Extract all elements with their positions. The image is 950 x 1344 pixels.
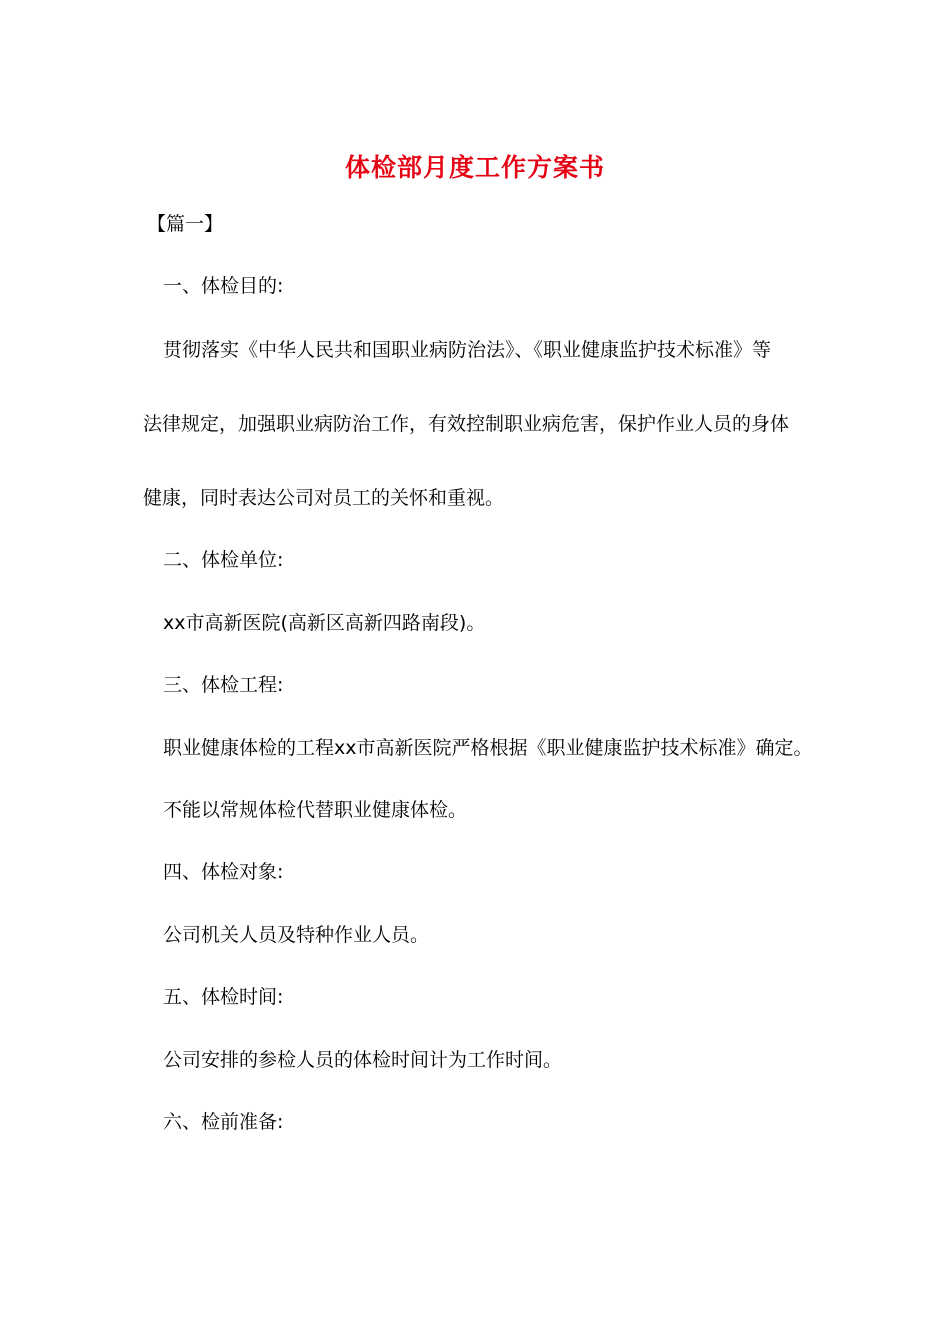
paragraph-purpose-line-3: 健康，同时表达公司对员工的关怀和重视。 (143, 487, 505, 509)
paragraph-items-line-2: 不能以常规体检代替职业健康体检。 (163, 799, 468, 821)
heading-items: 三、体检工程: (163, 674, 284, 696)
paragraph-subjects: 公司机关人员及特种作业人员。 (163, 924, 430, 946)
paragraph-purpose-line-2: 法律规定，加强职业病防治工作，有效控制职业病危害，保护作业人员的身体 (143, 413, 790, 435)
heading-purpose: 一、体检目的: (163, 275, 284, 297)
section-label-part-one: 【篇一】 (147, 213, 224, 235)
paragraph-purpose-line-1: 贯彻落实《中华人民共和国职业病防治法》、《职业健康监护技术标准》等 (163, 339, 772, 361)
document-title: 体检部月度工作方案书 (344, 153, 605, 182)
heading-preparation: 六、检前准备: (163, 1111, 284, 1133)
paragraph-items-line-1: 职业健康体检的工程xx市高新医院严格根据《职业健康监护技术标准》确定。 (163, 737, 813, 759)
heading-unit: 二、体检单位: (163, 549, 284, 571)
paragraph-time: 公司安排的参检人员的体检时间计为工作时间。 (163, 1049, 563, 1071)
heading-subjects: 四、体检对象: (163, 861, 284, 883)
paragraph-unit: xx市高新医院(高新区高新四路南段)。 (163, 612, 486, 634)
heading-time: 五、体检时间: (163, 986, 284, 1008)
